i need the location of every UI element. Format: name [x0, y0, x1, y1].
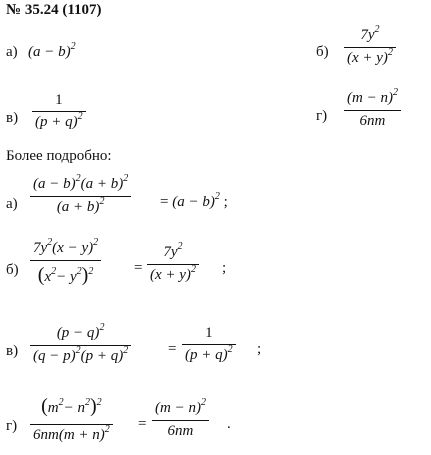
fraction-bar: [152, 420, 209, 421]
answer-g-fraction: $(m - n)^2$ 6nm: [344, 90, 401, 130]
detail-v-semicolon: ;: [257, 341, 262, 357]
answer-a-label: а): [6, 44, 18, 60]
detail-g-equals: =: [138, 416, 147, 432]
detail-v-equals: =: [168, 341, 177, 357]
answer-g-label: г): [316, 108, 328, 124]
detail-b-label: б): [6, 262, 19, 278]
detail-a-result: = $(a - b)^2$ ;: [160, 191, 228, 210]
detail-v-label: в): [6, 343, 19, 359]
answer-b-label: б): [316, 44, 329, 60]
detail-b-result-fraction: $7y^2$ $(x + y)^2$: [147, 244, 199, 285]
problem-title: № 35.24 (1107): [6, 2, 102, 18]
fraction-bar: [30, 196, 131, 197]
detail-a-label: а): [6, 196, 18, 212]
detail-a-fraction: $(a - b)^2(a + b)^2$ $(a + b)^2$: [30, 176, 131, 217]
fraction-bar: [30, 260, 101, 261]
detail-v-fraction: $(p - q)^2$ $(q - p)^2(p + q)^2$: [30, 325, 131, 366]
detail-v-result-fraction: 1 $(p + q)^2$: [182, 325, 236, 365]
fraction-bar: [30, 424, 113, 425]
answer-v-label: в): [6, 110, 19, 126]
details-heading: Более подробно:: [6, 148, 112, 164]
fraction-bar: [344, 110, 401, 111]
detail-g-result-fraction: $(m - n)^2$ 6nm: [152, 400, 209, 440]
detail-b-equals: =: [134, 260, 143, 276]
answer-b-fraction: $7y^2$ $(x + y)^2$: [344, 27, 396, 68]
detail-b-semicolon: ;: [222, 260, 227, 276]
answer-a-expression: $(a - b)^2$: [28, 41, 76, 60]
detail-g-fraction: $(m^2- n^2)^2$ $6nm(m + n)^2$: [30, 394, 113, 445]
answer-v-fraction: 1 $(p + q)^2$: [32, 92, 86, 132]
detail-b-fraction: $7y^2(x - y)^2$ $(x^2- y^2)^2$: [30, 240, 101, 291]
detail-g-label: г): [6, 418, 18, 434]
detail-g-period: .: [227, 416, 231, 432]
